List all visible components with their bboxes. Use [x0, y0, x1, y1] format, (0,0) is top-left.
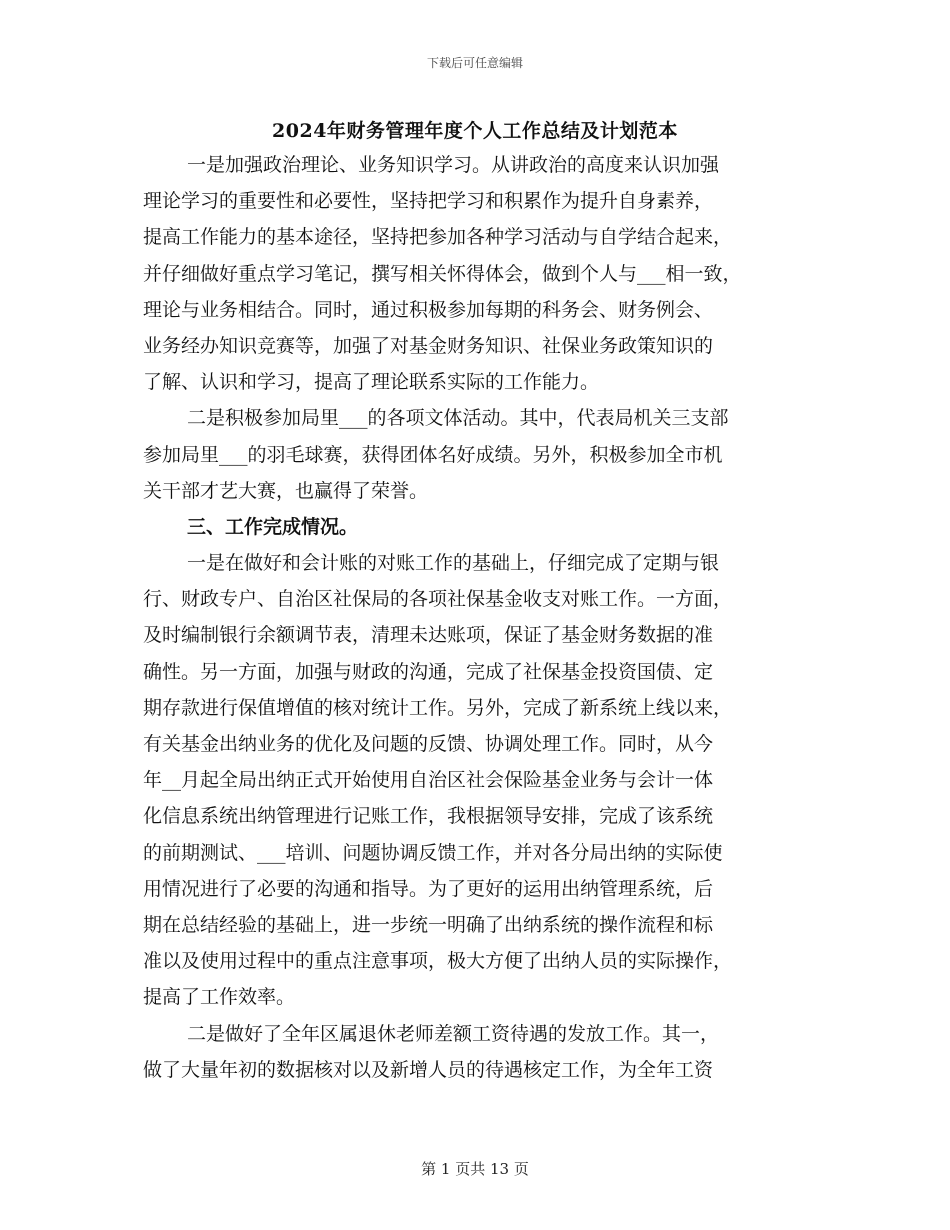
body-text-line: 期存款进行保值增值的核对统计工作。另外，完成了新系统上线以来， [143, 696, 733, 719]
body-text-line: 提高工作能力的基本途径，坚持把参加各种学习活动与自学结合起来， [143, 226, 733, 249]
page-header: 下载后可任意编辑 [426, 56, 523, 70]
body-text-line: 理论学习的重要性和必要性，坚持把学习和积累作为提升自身素养， [143, 190, 714, 213]
body-text-line: 参加局里___的羽毛球赛，获得团体名好成绩。另外，积极参加全市机 [143, 443, 723, 466]
body-text-line: 及时编制银行余额调节表，清理未达账项，保证了基金财务数据的准 [143, 624, 714, 647]
section-heading: 三、工作完成情况。 [187, 515, 359, 538]
body-text-line: 理论与业务相结合。同时，通过积极参加每期的科务会、财务例会、 [143, 298, 714, 321]
body-text-line: 准以及使用过程中的重点注意事项，极大方便了出纳人员的实际操作， [143, 950, 733, 973]
body-text-line: 并仔细做好重点学习笔记，撰写相关怀得体会，做到个人与___相一致， [143, 262, 742, 285]
page-footer: 第 1 页共 13 页 [421, 1160, 529, 1178]
body-text-line: 提高了工作效率。 [143, 986, 296, 1009]
body-text-line: 行、财政专户、自治区社保局的各项社保基金收支对账工作。一方面， [143, 588, 733, 611]
body-text-line: 了解、认识和学习，提高了理论联系实际的工作能力。 [143, 371, 600, 394]
body-text-line: 关干部才艺大赛，也赢得了荣誉。 [143, 479, 429, 502]
document-title: 2024年财务管理年度个人工作总结及计划范本 [272, 120, 678, 142]
body-text-line: 的前期测试、___培训、问题协调反馈工作，并对各分局出纳的实际使 [143, 841, 723, 864]
body-text-line: 有关基金出纳业务的优化及问题的反馈、协调处理工作。同时，从今 [143, 733, 714, 755]
body-text-line: 化信息系统出纳管理进行记账工作，我根据领导安排，完成了该系统 [143, 805, 714, 828]
document-body [143, 147, 807, 1088]
body-text-line: 用情况进行了必要的沟通和指导。为了更好的运用出纳管理系统，后 [143, 877, 714, 900]
body-text-line: 二是做好了全年区属退休老师差额工资待遇的发放工作。其一， [187, 1022, 720, 1045]
body-text-line: 做了大量年初的数据核对以及新增人员的待遇核定工作，为全年工资 [143, 1058, 714, 1081]
body-text-line: 确性。另一方面，加强与财政的沟通，完成了社保基金投资国债、定 [143, 660, 714, 683]
body-text-line: 二是积极参加局里___的各项文体活动。其中，代表局机关三支部 [187, 407, 729, 430]
body-text-line: 业务经办知识竞赛等，加强了对基金财务知识、社保业务政策知识的 [143, 334, 714, 357]
body-text-line: 年__月起全局出纳正式开始使用自治区社会保险基金业务与会计一体 [143, 769, 714, 792]
body-text-line: 期在总结经验的基础上，进一步统一明确了出纳系统的操作流程和标 [143, 913, 714, 936]
body-text-line: 一是加强政治理论、业务知识学习。从讲政治的高度来认识加强 [187, 154, 720, 176]
body-text-line: 一是在做好和会计账的对账工作的基础上，仔细完成了定期与银 [187, 552, 720, 575]
